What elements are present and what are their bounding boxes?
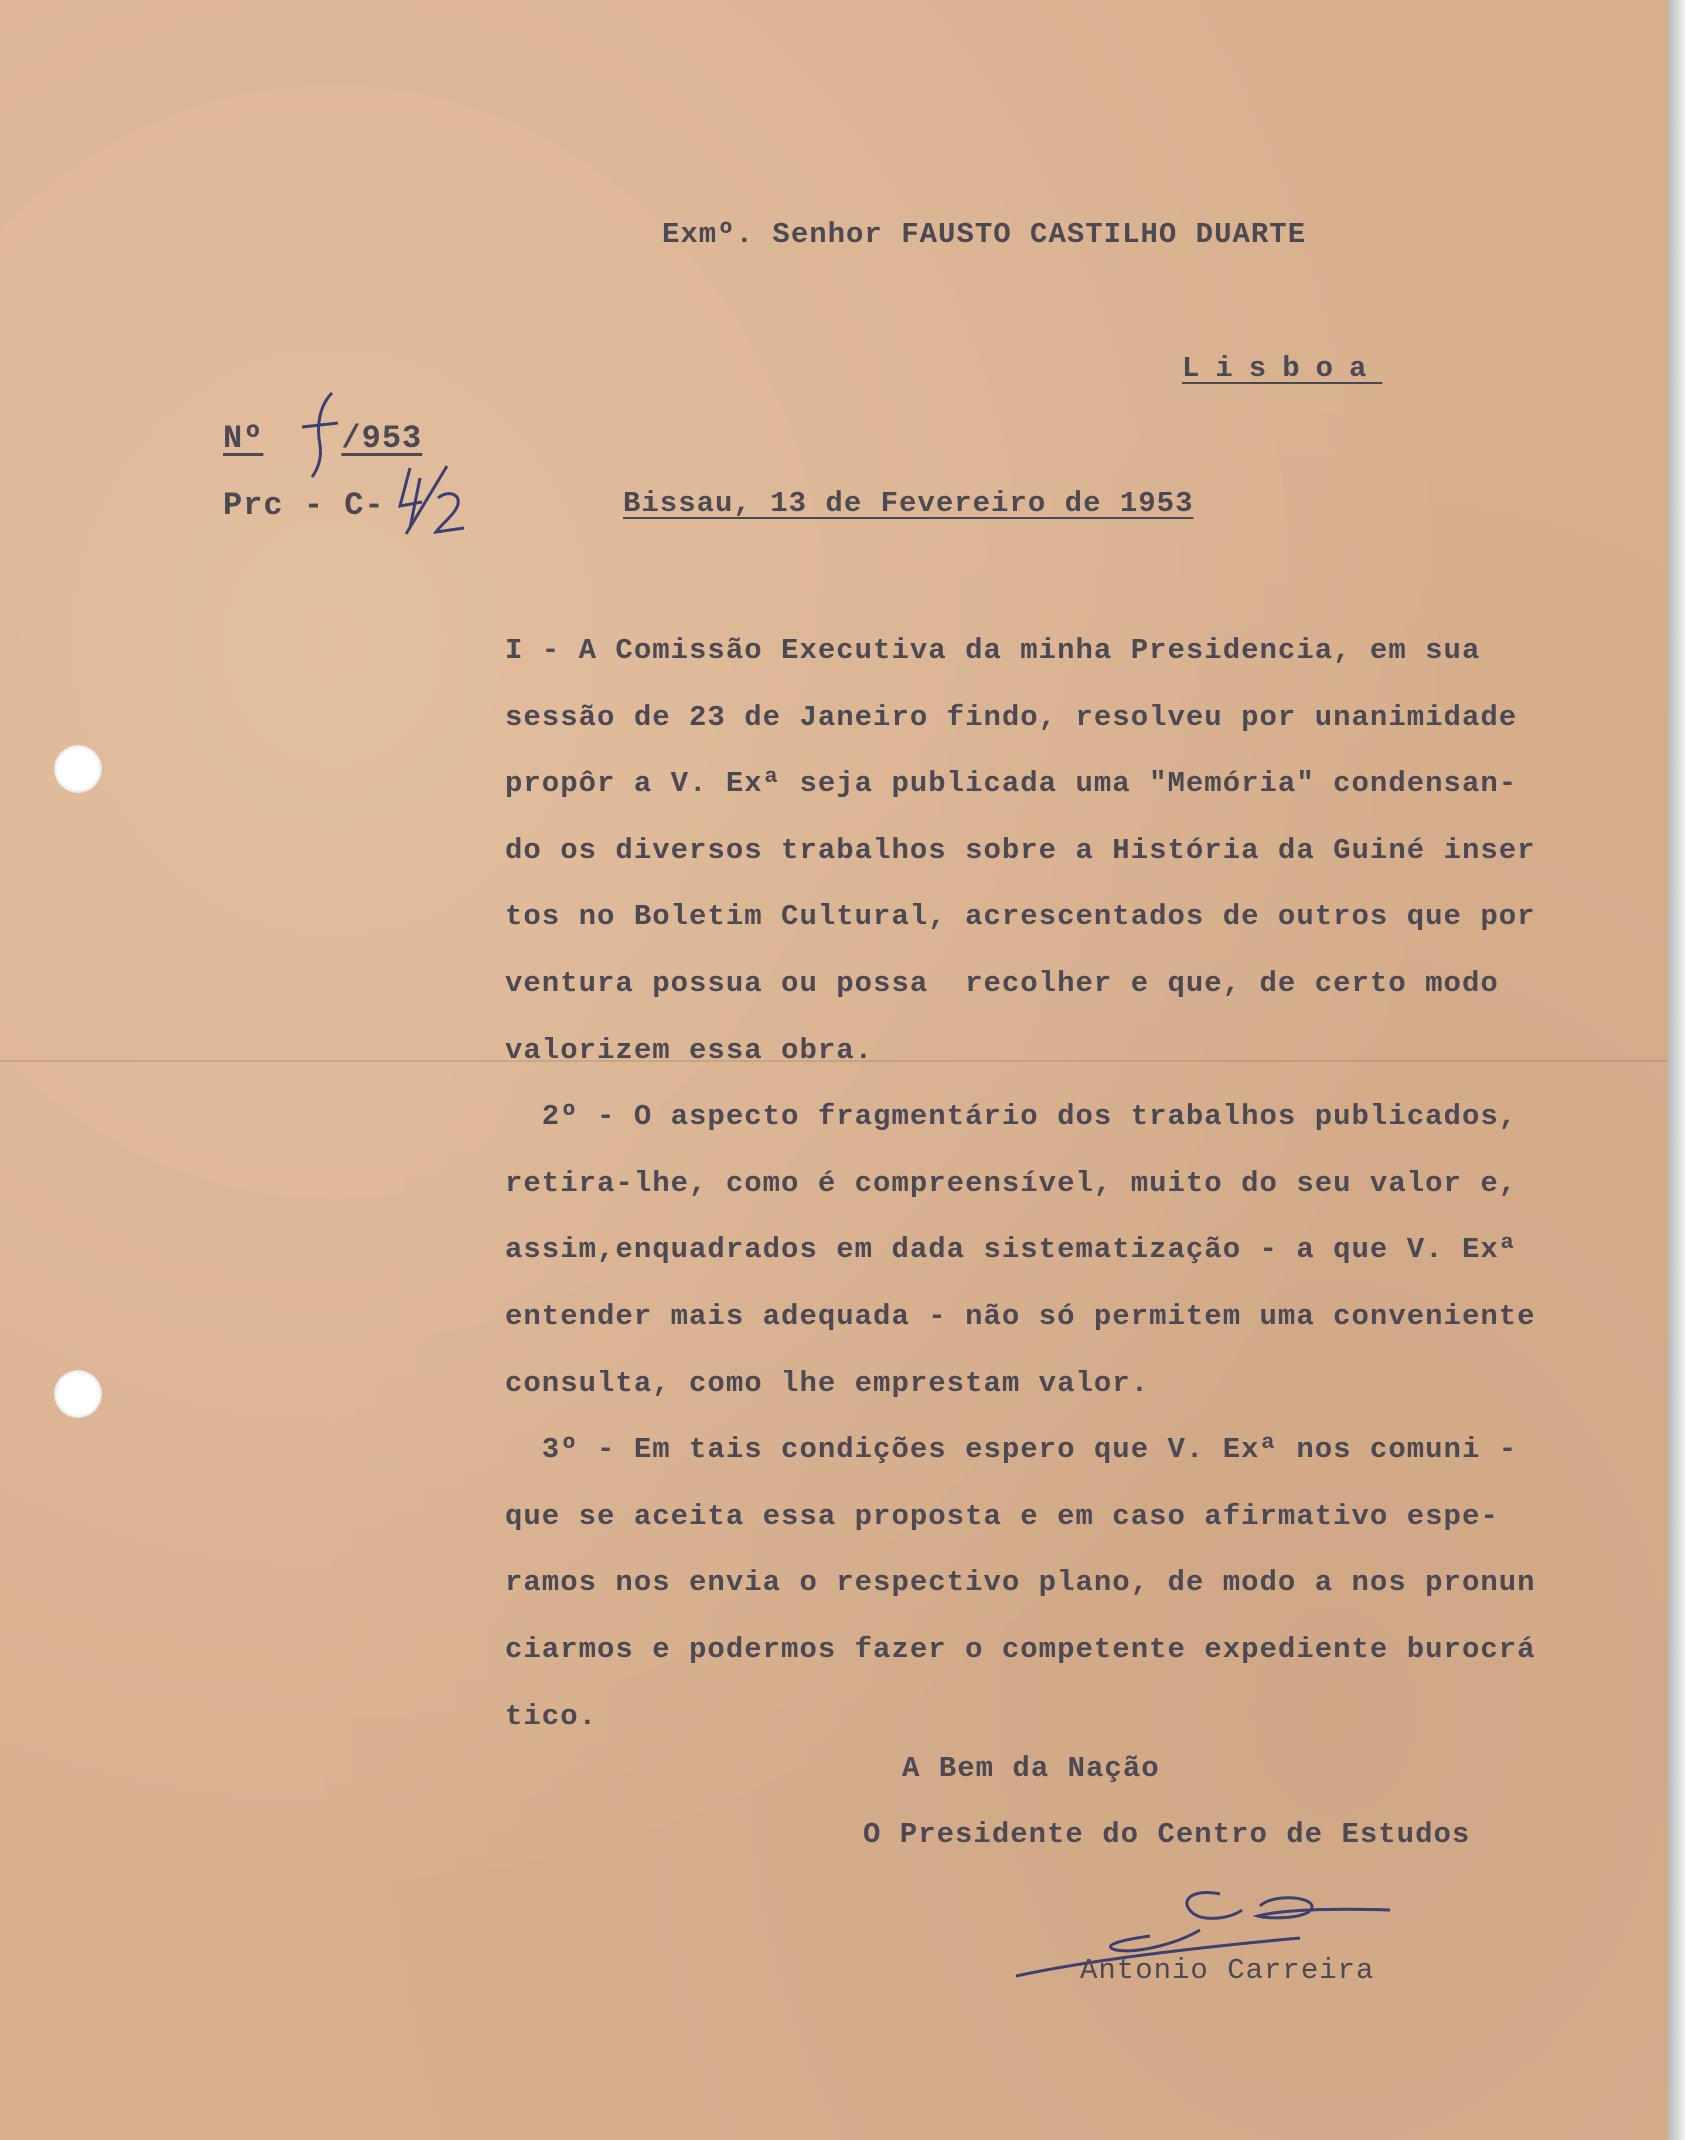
body-line: entender mais adequada - não só permitem uma conveniente (505, 1299, 1536, 1333)
punch-hole (54, 745, 102, 793)
body-line: sessão de 23 de Janeiro findo, resolveu por unanimidade (505, 700, 1518, 734)
reference-number-prefix: Nº (223, 420, 264, 457)
handwritten-process-mark (392, 458, 472, 538)
addressee-line: Exmº. Senhor FAUSTO CASTILHO DUARTE (662, 218, 1307, 251)
body-line: tico. (505, 1699, 598, 1733)
body-line: 2º - O aspecto fragmentário dos trabalhos publicados, (505, 1100, 1518, 1134)
body-line: 3º - Em tais condições espero que V. Exª nos comuni - (505, 1433, 1518, 1467)
body-line: consulta, como lhe emprestam valor. (505, 1366, 1150, 1400)
city-heading: Lisboa (1182, 352, 1383, 385)
body-line: I - A Comissão Executiva da minha Presidencia, em sua (505, 634, 1481, 667)
closing-salutation: A Bem da Nação (902, 1752, 1160, 1785)
reference-number-suffix: /953 (341, 420, 423, 457)
body-line: ciarmos e podermos fazer o competente expediente burocrá (505, 1632, 1536, 1666)
handwritten-number-mark (290, 385, 350, 480)
body-line: retira-lhe, como é compreensível, muito do seu valor e, (505, 1166, 1518, 1200)
body-line: valorizem essa obra. (505, 1033, 874, 1067)
signer-name: Antonio Carreira (1080, 1954, 1375, 1987)
body-line: que se aceita essa proposta e em caso afirmativo espe- (505, 1499, 1499, 1533)
body-line: propôr a V. Exª seja publicada uma "Memória" condensan- (505, 767, 1518, 801)
date-line: Bissau, 13 de Fevereiro de 1953 (623, 487, 1194, 520)
process-reference: Prc - C- (223, 487, 385, 524)
body-line: do os diversos trabalhos sobre a História da Guiné inser (505, 833, 1536, 867)
body-line: assim,enquadrados em dada sistematização - a que V. Exª (505, 1233, 1518, 1267)
letter-body (505, 618, 1625, 1750)
page-edge (1668, 0, 1685, 2140)
body-line: tos no Boletim Cultural, acrescentados de outros que por (505, 900, 1536, 934)
signer-title: O Presidente do Centro de Estudos (863, 1818, 1471, 1851)
body-line: ramos nos envia o respectivo plano, de modo a nos pronun (505, 1566, 1536, 1600)
body-line: ventura possua ou possa recolher e que, de certo modo (505, 966, 1499, 1000)
punch-hole (54, 1370, 102, 1418)
